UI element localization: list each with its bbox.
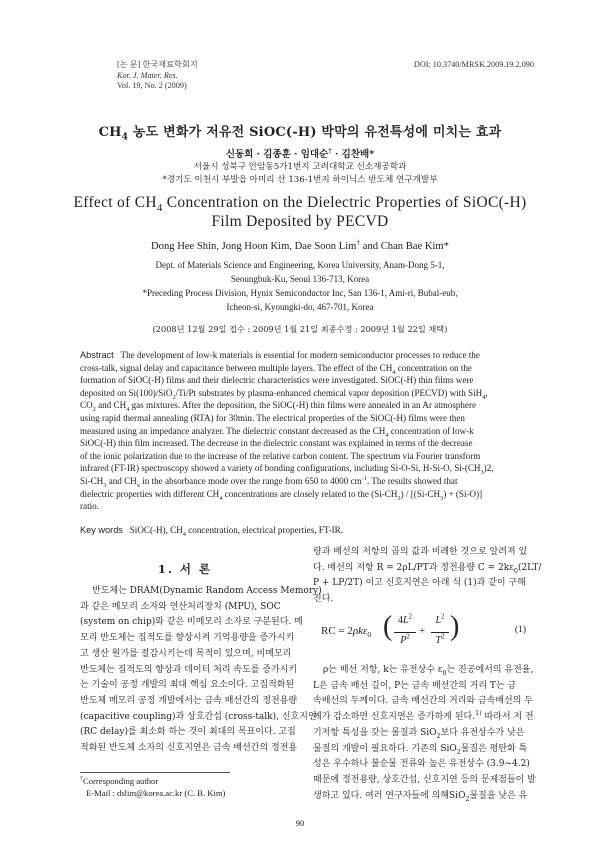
title-en-line-2: Film Deposited by PECVD xyxy=(211,213,389,230)
abstract-text: The development of low-k materials is essential for modern semiconductor processes to reduce the xyxy=(120,350,480,360)
title-ko-text: $CH_4$ 농도 변화가 저유전 SiOC(-H) 박막의 유전특성에 미치는 효과 xyxy=(98,125,502,143)
body-line: 생하고 있다. 여러 연구자들에 의해SiO$_2$물질을 낮은 유 xyxy=(313,790,528,803)
body-line: 고 생산 원가를 절감시키는데 목적이 있으며, 비메모리 xyxy=(80,648,292,659)
journal-header-line: Vol. 19, No. 2 (2009) xyxy=(117,81,187,90)
affiliation-ko-line: 서울시 성북구 안암동5가1번지 고려대학교 신소재공학과 xyxy=(193,162,407,172)
keywords xyxy=(80,525,343,538)
page-number: 90 xyxy=(295,818,305,828)
abstract-line: deposited on Si(100)/SiO$_2$/Ti/Pt substrates by plasma-enhanced chemical vapor deposition (PECVD) with SiH$_4$, xyxy=(80,387,488,401)
equation-frac2-num: $L^2$ xyxy=(435,612,445,626)
equation-number: (1) xyxy=(514,625,526,635)
body-line: 기저항 특성을 갖는 물질과 SiO$_2$보다 유전상수가 낮은 xyxy=(313,727,525,740)
abstract-label: Abstract xyxy=(80,350,114,360)
equation-lhs: RC = 2ρkε$_0$ xyxy=(321,625,372,640)
equation-frac1-den: $P^2$ xyxy=(400,632,410,646)
journal-header-line: [논 문] 한국재료학회지 xyxy=(117,60,198,69)
title-en xyxy=(0,193,600,231)
body-line: (capacitive coupling)과 상호간섭 (cross-talk), 신호지연 xyxy=(80,711,317,722)
body-line: 물질의 개발이 필요하다. 기존의 SiO$_2$물질은 평탄화 특 xyxy=(313,743,528,756)
body-line: P + LP/2T) 이고 신호지연은 아래 식 (1)과 같이 구해 xyxy=(313,578,526,589)
abstract-line: $Si-CH_3$ and $CH_x$ in the absorbance mode over the range from 650 to 4000 $cm^{-1}$. The results showed that xyxy=(80,474,458,489)
abstract-line: $CO_2$ and $CH_4$ gas mixtures. After the deposition, the SiOC(-H) thin films were annealed in an Ar atmosphere xyxy=(80,400,477,414)
affiliation-en-line: *Preceding Process Division, Hynix Semiconductor Inc, San 136-1, Ami-ri, Bubal-eub, xyxy=(142,288,458,298)
journal-header-line: Kor. J. Mater. Res. xyxy=(117,70,178,80)
footnote xyxy=(80,775,225,799)
affiliation-en-line: Seoungbuk-Ku, Seoul 136-713, Korea xyxy=(230,274,370,284)
abstract-line xyxy=(80,349,534,362)
body-line: L은 금속 배선 길이, P는 금속 배선간의 거리 T는 금 xyxy=(313,680,517,691)
body-line: 다. 배선의 저항 R = 2ρL/PT과 정전용량 $C = 2k\varepsilon_0(2LT/$ xyxy=(313,562,542,575)
affiliations-en xyxy=(0,258,600,314)
abstract-line: measured using an impedance analyzer. The dielectric constant decreased as the $CH_4$ concentration of low-k xyxy=(80,425,474,439)
title-ko xyxy=(0,121,600,143)
equation-1 xyxy=(321,613,526,653)
affiliation-en-line: Icheon-si, Kyoungki-do, 467-701, Korea xyxy=(226,302,374,312)
authors-en: Dong Hee Shin, Jong Hoon Kim, Dae Soon Lim† and Chan Bae Kim* xyxy=(151,237,449,252)
body-line: (system on chip)와 같은 비메모리 소자로 구분된다. 메 xyxy=(80,617,303,628)
section-title: 1. 서 론 xyxy=(157,562,213,576)
equation-frac2-bar xyxy=(431,632,449,633)
abstract-line: using rapid thermal annealing (RTA) for 30min. The electrical properties of the SiOC(-H) films were then xyxy=(80,412,465,423)
footnote-email[interactable]: E-Mail : dslim@korea.ac.kr (C. B. Kim) xyxy=(86,788,226,798)
keywords-label: Key words xyxy=(80,525,123,535)
equation-frac1-bar xyxy=(394,632,416,633)
equation-frac2-den: $T^2$ xyxy=(435,632,445,646)
body-line: 반도체는 DRAM(Dynamic Random Access Memory) xyxy=(92,586,322,596)
body-line: 모리 반도체는 집적도를 향상시켜 기억용량을 증가시키 xyxy=(80,633,295,644)
equation-frac1-num: $4L^2$ xyxy=(397,612,413,626)
abstract-line: formation of SiOC(-H) films and their dielectric characteristics were investigated. SiOC(-H) thin films were xyxy=(80,375,474,386)
body-line: (RC delay)를 최소화 하는 것이 최대의 목표이다. 고집 xyxy=(80,727,296,738)
body-line: 진다. xyxy=(313,594,334,605)
abstract-line: ratio. xyxy=(80,501,99,512)
body-line: ρ는 배선 저항, k는 유전상수 $\varepsilon_0$는 진공에서의 유전율, xyxy=(323,665,534,677)
right-column-bottom xyxy=(313,663,536,804)
body-line: 때문에 정전용량, 상호간섭, 신호지연 등의 문제점들이 발 xyxy=(313,774,536,785)
body-line: 는 기술이 공정 개발의 최대 핵심 요소이다. 고집적화된 xyxy=(80,680,295,691)
equation-plus: + xyxy=(419,625,426,637)
footnote-line: †Corresponding author xyxy=(80,776,159,786)
equation-paren-left: ( xyxy=(383,611,393,642)
affiliation-en-line: Dept. of Materials Science and Engineering, Korea University, Anam-Dong 5-1, xyxy=(155,260,445,270)
body-line: 반도체 메모리 공정 개발에서는 금속 배선간의 정전용량 xyxy=(80,695,298,706)
doi[interactable]: DOI: 10.3740/MRSK.2009.19.2.090 xyxy=(413,60,534,69)
abstract-line: cross-talk, signal delay and capacitance between multiple layers. The effect of the $CH_4$ concentration on the xyxy=(80,362,472,376)
abstract xyxy=(80,349,534,513)
authors-ko: 신동희 · 김종훈 · 임대순† · 김찬배* xyxy=(225,146,375,160)
body-line: 께가 감소하면 신호지연은 증가하게 된다.$^{1)}$ 따라서 저 전 xyxy=(313,710,534,723)
left-column xyxy=(80,584,322,757)
received-dates: (2008년 12월 29일 접수 : 2009년 1월 21일 최종수정 : 2009년 1월 22일 채택) xyxy=(152,324,448,334)
body-line: 속배선의 두께이다. 금속 배선간의 거리와 금속배선의 두 xyxy=(313,696,533,707)
body-line: 반도체는 집적도의 향상과 데이터 처리 속도를 증가시키 xyxy=(80,664,298,675)
abstract-line: infrared (FT-IR) spectroscopy showed a variety of bonding configurations, including Si-O-Si, H-Si-O, $Si-(CH_3)2$, xyxy=(80,463,494,477)
abstract-line: of the ionic polarization due to the increase of the relative carbon content. The spectrum via Fourier transform xyxy=(80,450,481,461)
title-en-line-1: Effect of $CH_4$ Concentration on the Dielectric Properties of SiOC(-H) xyxy=(73,194,527,215)
affiliation-ko-line: *경기도 이천시 부발읍 아미리 산 136-1번지 하이닉스 반도체 연구개발부 xyxy=(162,175,438,185)
affiliations-ko xyxy=(0,161,600,187)
journal-header xyxy=(117,60,198,92)
keywords-text: SiOC(-H), $CH_4$ concentration, electrical properties, FT-IR. xyxy=(129,525,343,538)
footnote-rule xyxy=(80,772,230,773)
body-line: 량과 배선의 저항의 곱의 값과 비례한 것으로 알려져 있 xyxy=(313,547,528,557)
body-line: 성은 우수하나 불순물 전류와 높은 유전상수 (3.9~4.2) xyxy=(313,759,530,770)
abstract-line: SiOC(-H) thin film increased. The decrease in the dielectric constant was explained in terms of the decrease xyxy=(80,438,473,449)
equation-paren-right: ) xyxy=(450,611,460,642)
body-line: 과 같은 메모리 소자와 연산처리장치 (MPU), SOC xyxy=(80,601,281,612)
body-line: 적화된 반도체 소자의 신호지연은 금속 배선간의 정전용 xyxy=(80,743,298,754)
right-column-top xyxy=(313,545,542,608)
abstract-line: dielectric properties with different $CH_4$ concentrations are closely related to the $(Si-CH_3) / [(Si-CH_3) + (Si-O)]$ xyxy=(80,488,483,502)
